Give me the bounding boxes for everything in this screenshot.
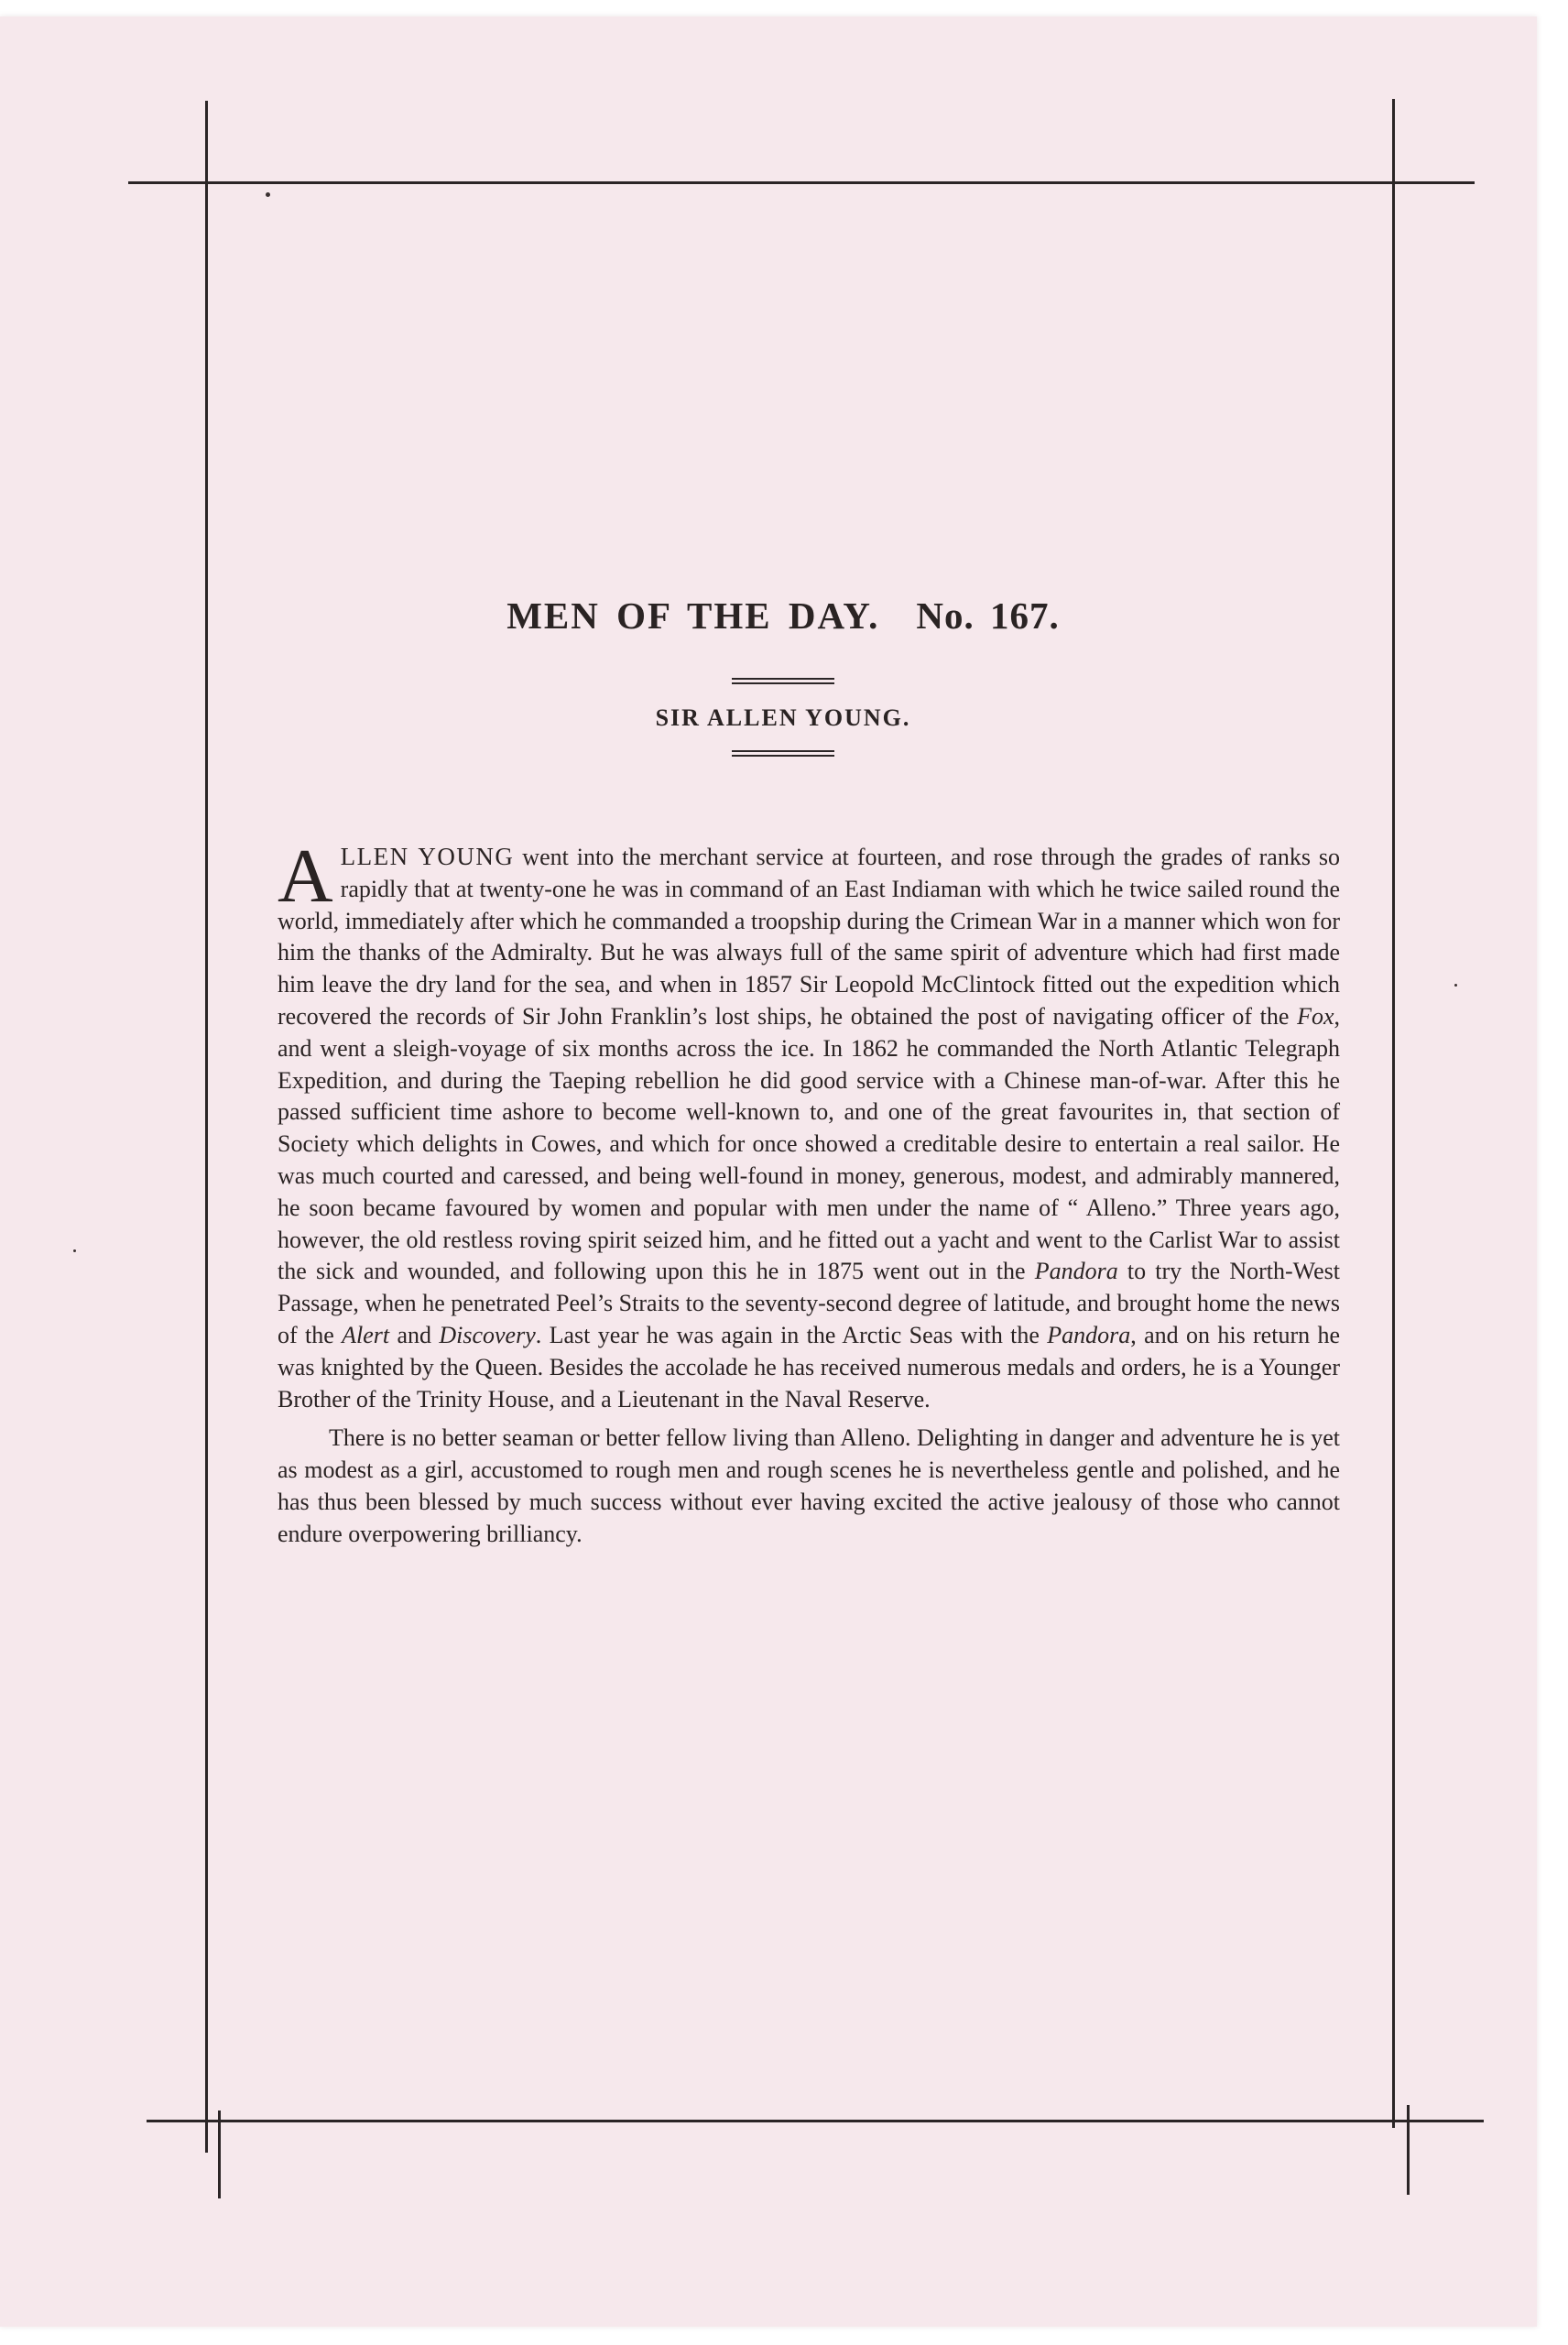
ship-name: Discovery bbox=[439, 1321, 536, 1348]
drop-cap: A bbox=[278, 834, 333, 919]
frame-left-rule bbox=[205, 101, 208, 2153]
ship-name: Pandora bbox=[1047, 1321, 1131, 1348]
article-paragraph: There is no better seaman or better fellow living than Alleno. Delighting in danger and adventure he is yet as modest as a girl, accustomed to rough men and rough scenes he is nevertheless gentle and polished, and he has thus been blessed by much success without ever having excited the active jealousy of those who cannot endure overpowering brilliancy. bbox=[278, 1424, 1340, 1547]
frame-bottom-rule bbox=[147, 2120, 1484, 2122]
paragraph-text: . Last year he was again in the Arctic Seas with the bbox=[535, 1321, 1048, 1348]
paragraph-text: went into the merchant service at fourteen, and rose through the grades of ranks so rapidly that at twenty-one he was in command of an East Indiaman with which he twice sailed round the world, immediately after which he commanded a troopship during the Crimean War in a manner which won for him the thanks of the Admiralty. But he was always full of the same spirit of adventure which had first made him leave the dry land for the sea, and when in 1857 Sir Leopold McClintock fitted out the expedition which recovered the records of Sir John Franklin’s lost ships, he obtained the post of navigating officer of the bbox=[278, 844, 1340, 1030]
frame-right-rule bbox=[1392, 99, 1395, 2128]
header-double-rule bbox=[732, 678, 834, 684]
paper-speck bbox=[1454, 984, 1457, 987]
ship-name: Alert bbox=[342, 1321, 390, 1348]
subtitle-double-rule bbox=[732, 750, 834, 757]
issue-number: No. 167. bbox=[916, 594, 1060, 637]
paragraph-text: to try the North-West Passage, when he penetrated Peel’s Straits to the seventy-second degree of latitude, and brought home the news of the bbox=[278, 1258, 1340, 1348]
page-sheet bbox=[0, 16, 1537, 2327]
frame-right-rule-lower bbox=[1407, 2105, 1410, 2195]
frame-top-rule bbox=[128, 181, 1475, 184]
frame-left-rule-lower bbox=[218, 2110, 221, 2198]
lead-words: LLEN YOUNG bbox=[340, 843, 515, 870]
ship-name: Pandora bbox=[1034, 1258, 1118, 1285]
paragraph-text: , and went a sleigh-voyage of six months across the ice. In 1862 he commanded the North Atlantic Telegraph Expedition, and during the Taeping rebellion he did good service with a Chinese man-of-war. After this he passed sufficient time ashore to become well-known to, and one of the great favourites in, that section of Society which delights in Cowes, and which for once showed a creditable desire to entertain a real sailor. He was much courted and caressed, and being well-found in money, generous, modest, and admirably mannered, he soon became favoured by women and popular with men under the name of “ Alleno.” Three years ago, however, the old restless roving spirit seized him, and he fitted out a yacht and went to the Carlist War to assist the sick and wounded, and following upon this he in 1875 went out in the bbox=[278, 1002, 1340, 1285]
paper-speck bbox=[73, 1249, 76, 1252]
article-paragraph bbox=[278, 834, 1340, 1415]
paragraph-text: , and on his return he was knighted by the Queen. Besides the accolade he has received numerous medals and orders, he is a Younger Brother of the Trinity House, and a Lieutenant in the Naval Reserve. bbox=[278, 1321, 1340, 1412]
paper-speck bbox=[266, 192, 270, 197]
ship-name: Fox bbox=[1297, 1002, 1334, 1030]
page-title bbox=[220, 594, 1346, 638]
series-title: MEN OF THE DAY. bbox=[506, 594, 880, 637]
article-header bbox=[220, 594, 1346, 757]
article-body bbox=[278, 834, 1340, 1551]
article-subtitle: SIR ALLEN YOUNG. bbox=[655, 704, 911, 731]
paragraph-text: and bbox=[389, 1321, 440, 1348]
